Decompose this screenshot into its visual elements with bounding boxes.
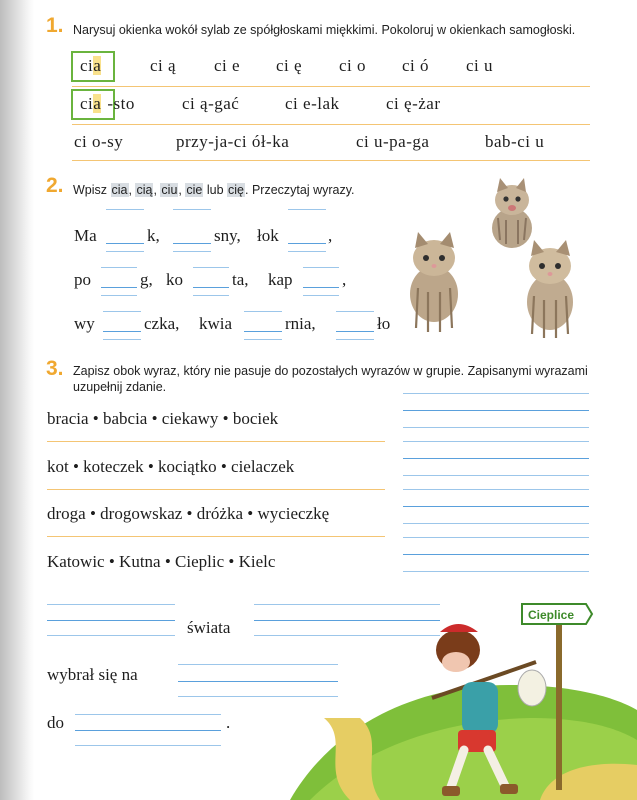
- writing-guide-line: [75, 745, 221, 746]
- word-part: Ma: [74, 226, 97, 245]
- syllable-chip: cią: [136, 183, 153, 197]
- writing-guide-line: [106, 251, 144, 252]
- blank-answer-line[interactable]: [101, 287, 137, 288]
- word-example-2: cia -sto: [80, 94, 135, 113]
- syllabified-word: ci e-lak: [285, 94, 340, 113]
- answer-line[interactable]: [403, 410, 589, 411]
- kitten-image: [410, 232, 458, 332]
- writing-guide-line: [103, 311, 141, 312]
- writing-guide-line: [288, 251, 326, 252]
- writing-guide-line: [47, 604, 175, 605]
- syllable: ci ę: [276, 56, 303, 75]
- word-part: ło: [377, 314, 391, 333]
- writing-guide-line: [47, 635, 175, 636]
- word-part: łok: [257, 226, 279, 245]
- signpost-label: Cieplice: [528, 608, 575, 622]
- blank-answer-line[interactable]: [303, 287, 339, 288]
- writing-guide-line: [173, 209, 211, 210]
- kitten-image: [492, 178, 532, 248]
- exercise-3-number: 3.: [46, 357, 64, 380]
- word-part: po: [74, 270, 91, 289]
- word-part: ,: [342, 270, 347, 289]
- answer-line[interactable]: [403, 554, 589, 555]
- writing-guide-line: [101, 295, 137, 296]
- writing-guide-line: [288, 209, 326, 210]
- word-part: rnia,: [285, 314, 316, 333]
- syllabified-word: ci u-pa-ga: [356, 132, 430, 151]
- syllable-chip: cię: [228, 183, 244, 197]
- writing-guide-line: [403, 475, 589, 476]
- writing-guide-line: [178, 664, 338, 665]
- sentence-word: do: [47, 713, 64, 732]
- word-part: ,: [328, 226, 333, 245]
- row-divider: [72, 86, 590, 87]
- answer-line[interactable]: [254, 620, 440, 621]
- syllabified-word: ci o-sy: [74, 132, 124, 151]
- writing-guide-line: [244, 339, 282, 340]
- writing-guide-line: [193, 267, 229, 268]
- exercise-3-instruction: Zapisz obok wyraz, który nie pasuje do pozostałych wyrazów w grupie. Zapisanymi wyrazami uzupełnij zdanie.: [73, 364, 588, 394]
- blank-answer-line[interactable]: [288, 243, 326, 244]
- word-part: kwia: [199, 314, 233, 333]
- syllable: ci ó: [402, 56, 430, 75]
- writing-guide-line: [336, 311, 374, 312]
- answer-line[interactable]: [403, 458, 589, 459]
- syllabified-word: bab-ci u: [485, 132, 545, 151]
- writing-guide-line: [193, 295, 229, 296]
- writing-guide-line: [254, 604, 440, 605]
- word-part: ta,: [232, 270, 249, 289]
- writing-guide-line: [403, 537, 589, 538]
- row-divider: [72, 160, 590, 161]
- word-group: kot • koteczek • kociątko • cielaczek: [47, 457, 295, 476]
- writing-guide-line: [254, 635, 440, 636]
- writing-guide-line: [173, 251, 211, 252]
- exercise-1-instruction: Narysuj okienka wokół sylab ze spółgłoskami miękkimi. Pokoloruj w okienkach samogłoski.: [73, 23, 576, 37]
- syllabified-word: ci ę-żar: [386, 94, 441, 113]
- word-part: k,: [147, 226, 160, 245]
- answer-line[interactable]: [47, 620, 175, 621]
- writing-guide-line: [106, 209, 144, 210]
- syllable: ci e: [214, 56, 241, 75]
- word-part: sny,: [214, 226, 241, 245]
- row-divider: [47, 536, 385, 537]
- writing-guide-line: [336, 339, 374, 340]
- writing-guide-line: [178, 696, 338, 697]
- row-divider: [72, 124, 590, 125]
- exercise-2-number: 2.: [46, 174, 64, 197]
- syllable-chip: cia: [111, 183, 128, 197]
- kittens-illustration: [398, 170, 598, 340]
- answer-line[interactable]: [403, 506, 589, 507]
- writing-guide-line: [403, 427, 589, 428]
- syllabified-word: ci ą-gać: [182, 94, 240, 113]
- blank-answer-line[interactable]: [193, 287, 229, 288]
- writing-guide-line: [101, 267, 137, 268]
- writing-guide-line: [403, 489, 589, 490]
- exercise-1-number: 1.: [46, 14, 64, 37]
- syllable-chip: ciu: [161, 183, 178, 197]
- writing-guide-line: [75, 714, 221, 715]
- blank-answer-line[interactable]: [173, 243, 211, 244]
- writing-guide-line: [403, 523, 589, 524]
- signpost-pole: [556, 624, 562, 790]
- syllabified-word: przy-ja-ci ół-ka: [176, 132, 290, 151]
- syllable-chip: cie: [186, 183, 203, 197]
- sentence-word: świata: [187, 618, 231, 637]
- word-group: bracia • babcia • ciekawy • bociek: [47, 409, 279, 428]
- word-part: czka,: [144, 314, 180, 333]
- writing-guide-line: [403, 441, 589, 442]
- exercise-2-instruction: Wpisz cia, cią, ciu, cie lub cię. Przeczytaj wyrazy.: [73, 183, 355, 197]
- word-part: kap: [268, 270, 293, 289]
- calf-shirt: [462, 682, 498, 734]
- hiking-calf-illustration: [290, 590, 637, 800]
- answer-line[interactable]: [178, 681, 338, 682]
- kitten-image: [527, 240, 573, 338]
- sentence-word: wybrał się na: [47, 665, 138, 684]
- blank-answer-line[interactable]: [244, 331, 282, 332]
- writing-guide-line: [403, 571, 589, 572]
- word-part: wy: [74, 314, 95, 333]
- row-divider: [47, 489, 385, 490]
- word-part: ko: [166, 270, 183, 289]
- word-group: Katowic • Kutna • Cieplic • Kielc: [47, 552, 276, 571]
- writing-guide-line: [244, 311, 282, 312]
- blank-answer-line[interactable]: [106, 243, 144, 244]
- answer-line[interactable]: [75, 730, 221, 731]
- writing-guide-line: [303, 267, 339, 268]
- page-gutter-shadow: [0, 0, 34, 800]
- writing-guide-line: [403, 393, 589, 394]
- blank-answer-line[interactable]: [336, 331, 374, 332]
- syllable: ci ą: [150, 56, 177, 75]
- syllable: ci u: [466, 56, 494, 75]
- syllable: ci o: [339, 56, 367, 75]
- sentence-period: .: [226, 713, 231, 732]
- word-group: droga • drogowskaz • dróżka • wycieczkę: [47, 504, 330, 523]
- writing-guide-line: [103, 339, 141, 340]
- syllable-example-1: cia: [80, 56, 102, 75]
- word-part: g,: [140, 270, 153, 289]
- writing-guide-line: [303, 295, 339, 296]
- row-divider: [47, 441, 385, 442]
- blank-answer-line[interactable]: [103, 331, 141, 332]
